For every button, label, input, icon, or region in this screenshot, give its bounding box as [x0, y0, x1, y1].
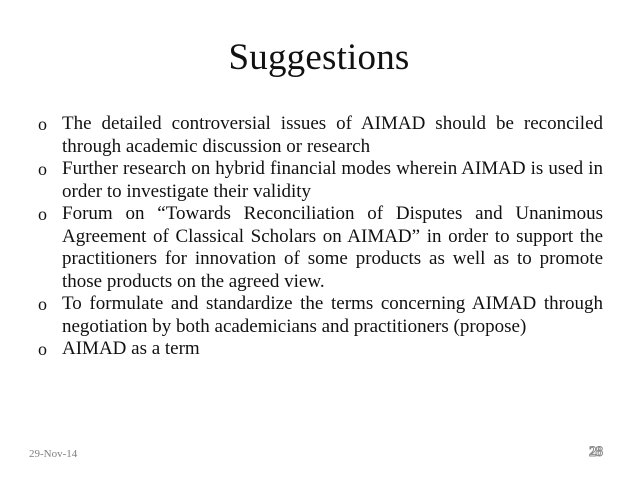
- bullet-list: [38, 113, 603, 361]
- bullet-item-5: [38, 338, 603, 361]
- bullet-marker: o: [38, 339, 47, 359]
- bullet-marker: o: [38, 294, 47, 314]
- bullet-marker: o: [38, 159, 47, 179]
- bullet-item-4: [38, 293, 603, 338]
- page-number: 28: [589, 444, 602, 460]
- bullet-item-3: [38, 203, 603, 293]
- bullet-marker: o: [38, 114, 47, 134]
- bullet-text: The detailed controversial issues of AIMAD should be reconciled through academic discussion or research: [62, 113, 603, 157]
- bullet-item-2: [38, 158, 603, 203]
- bullet-marker: o: [38, 204, 47, 224]
- bullet-text: Forum on “Towards Reconciliation of Disputes and Unanimous Agreement of Classical Scholars on AIMAD” in order to support the practitioners for innovation of some products as well as to promote those products on the agreed view.: [62, 203, 603, 292]
- slide-title: Suggestions: [228, 37, 410, 78]
- bullet-item-1: [38, 113, 603, 158]
- bullet-text: AIMAD as a term: [62, 338, 200, 359]
- footer-date: 29-Nov-14: [29, 448, 78, 460]
- bullet-text: To formulate and standardize the terms concerning AIMAD through negotiation by both academicians and practitioners (propose): [62, 293, 603, 337]
- bullet-text: Further research on hybrid financial modes wherein AIMAD is used in order to investigate their validity: [62, 158, 603, 202]
